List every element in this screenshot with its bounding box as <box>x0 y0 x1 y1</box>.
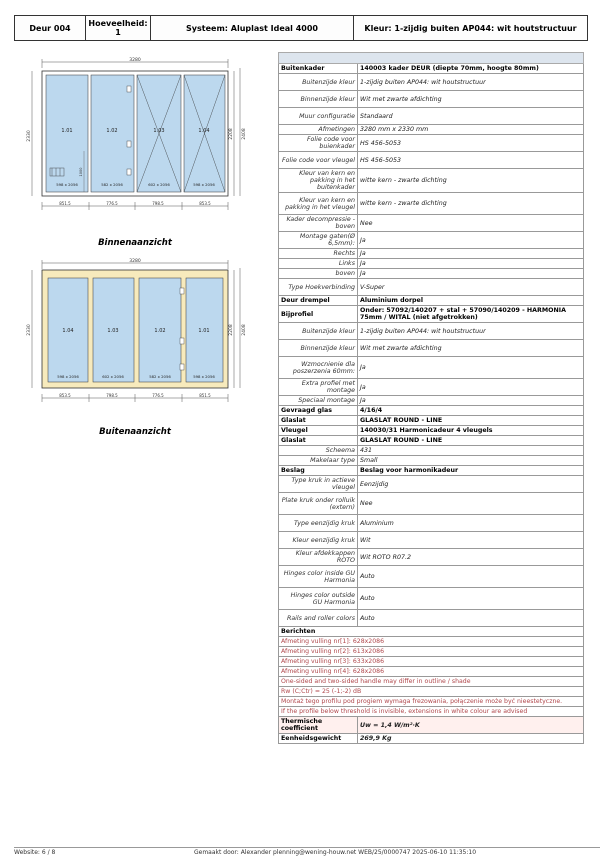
message-row <box>279 677 584 687</box>
spec-messages <box>279 637 584 717</box>
spec-row <box>279 379 584 396</box>
spec-row <box>279 74 584 91</box>
spec-value: HS 456-5053 <box>358 135 584 152</box>
spec-value: 1-zijdig buiten AP044: wit houtstructuur <box>358 74 584 91</box>
spec-label: Binnenzijde kleur <box>279 91 358 108</box>
spec-label: Hinges color inside GU Harmonia <box>279 566 358 588</box>
spec-row <box>279 135 584 152</box>
spec-group-bijprofiel <box>279 323 584 406</box>
spec-row-buitenkader: Buitenkader 140003 kader DEUR (diepte 70mm, hoogte 80mm) <box>279 64 584 74</box>
message-text: Afmeting vulling nr[3]: 633x2086 <box>279 657 584 667</box>
spec-value: witte kern - zwarte dichting <box>358 193 584 215</box>
spec-row <box>279 566 584 588</box>
message-text: Rw (C;Ctr) = 25 (-1;-2) dB <box>279 687 584 697</box>
inner-view-drawing <box>20 56 250 216</box>
spec-row <box>279 215 584 232</box>
spec-row-glaslat-1: Glaslat GLASLAT ROUND - LINE <box>279 416 584 426</box>
inner-panel-label-3: 1.03 <box>153 128 165 134</box>
message-row <box>279 657 584 667</box>
spec-value: Wit met zwarte afdichting <box>358 340 584 357</box>
outer-sash-dim-3: 582 x 2056 <box>149 374 171 379</box>
spec-label: Folie code voor vleugel <box>279 152 358 169</box>
inner-panel-label-4: 1.04 <box>198 128 210 134</box>
message-text: Afmeting vulling nr[4]: 628x2086 <box>279 667 584 677</box>
inner-height-right2: 2408 <box>242 128 247 140</box>
quantity-value: 1 <box>115 28 121 37</box>
inner-view-caption: Binnenaanzicht <box>98 238 172 248</box>
handle-icon <box>180 338 184 344</box>
outer-bottom-dim-3: 776.5 <box>152 393 164 398</box>
system-name: Systeem: Aluplast Ideal 4000 <box>151 16 354 40</box>
spec-row <box>279 532 584 549</box>
inner-bottom-dim-2: 776.5 <box>106 201 118 206</box>
message-text: Afmeting vulling nr[2]: 613x2086 <box>279 647 584 657</box>
inner-sash-dim-4: 598 x 2056 <box>193 182 215 187</box>
spec-label: Type eenzijdig kruk <box>279 515 358 532</box>
spec-label: Buitenzijde kleur <box>279 323 358 340</box>
spec-row <box>279 515 584 532</box>
inner-sash-dim-2: 582 x 2056 <box>101 182 123 187</box>
spec-value: Standaard <box>358 108 584 125</box>
inner-panel-label-2: 1.02 <box>106 128 118 134</box>
outer-view-drawing <box>20 258 250 408</box>
outer-panel-label-2: 1.03 <box>107 328 119 334</box>
quantity-label: Hoeveelheid: <box>88 19 148 28</box>
inner-bottom-dim-1: 851.5 <box>59 201 71 206</box>
spec-label: Kleur eenzijdig kruk <box>279 532 358 549</box>
spec-row <box>279 610 584 627</box>
spec-value: Ja <box>358 259 584 269</box>
handle-icon <box>180 288 184 294</box>
outer-view-caption: Buitenaanzicht <box>99 427 171 437</box>
door-number: Deur 004 <box>15 16 86 40</box>
spec-label: Type kruk in actieve vleugel <box>279 476 358 493</box>
spec-row <box>279 125 584 135</box>
spec-row <box>279 259 584 269</box>
outer-sash-dim-1: 598 x 2056 <box>57 374 79 379</box>
spec-value: Ja <box>358 232 584 249</box>
spec-row-thermal: Thermische coefficient Uw = 1,4 W/m²·K <box>279 717 584 734</box>
outer-height-right2: 2408 <box>242 324 247 336</box>
spec-row <box>279 193 584 215</box>
spec-value: Auto <box>358 588 584 610</box>
spec-value: Wit <box>358 532 584 549</box>
header-bar <box>14 15 588 41</box>
spec-value: 3280 mm x 2330 mm <box>358 125 584 135</box>
spec-row <box>279 91 584 108</box>
outer-height-right1: 2208 <box>229 324 234 336</box>
outer-panel-label-1: 1.04 <box>62 328 74 334</box>
inner-total-width: 3280 <box>129 58 141 63</box>
spec-group-frame <box>279 74 584 296</box>
spec-row <box>279 152 584 169</box>
spec-row-drempel: Deur drempel Aluminium dorpel <box>279 296 584 306</box>
spec-value: 431 <box>358 446 584 456</box>
spec-row <box>279 340 584 357</box>
spec-row <box>279 249 584 259</box>
handle-icon <box>127 141 131 147</box>
spec-group-beslag <box>279 476 584 627</box>
outer-bottom-dim-1: 853.5 <box>59 393 71 398</box>
spec-value: HS 456-5053 <box>358 152 584 169</box>
spec-row <box>279 588 584 610</box>
spec-label: Kleur van kern en pakking in het buitenkader <box>279 169 358 193</box>
spec-value: Ja <box>358 269 584 279</box>
spec-label: Scheema <box>279 446 358 456</box>
spec-row-bijprofiel: Bijprofiel Onder: 57092/140207 + stal + 57090/140209 - HARMONIA 75mm / WITAL (niet afgetrokken) <box>279 306 584 323</box>
spec-value: Ja <box>358 249 584 259</box>
message-row <box>279 707 584 717</box>
spec-value: Ja <box>358 379 584 396</box>
outer-bottom-dim-4: 851.5 <box>199 393 211 398</box>
spec-label: Rechts <box>279 249 358 259</box>
spec-value: Nee <box>358 215 584 232</box>
spec-value: Auto <box>358 610 584 627</box>
spec-row-weight: Eenheidsgewicht 269,9 Kg <box>279 734 584 744</box>
spec-row-glas: Gevraagd glas 4/16/4 <box>279 406 584 416</box>
spec-label: Extra profiel met montage <box>279 379 358 396</box>
spec-value: Nee <box>358 493 584 515</box>
inner-sash-dim-1: 598 x 2056 <box>56 182 78 187</box>
spec-value: Ja <box>358 357 584 379</box>
spec-row <box>279 269 584 279</box>
spec-label: Kleur van kern en pakking in het vleugel <box>279 193 358 215</box>
spec-value: V-Super <box>358 279 584 296</box>
spec-label: Kader decompressie - boven <box>279 215 358 232</box>
inner-bottom-dim-4: 853.5 <box>199 201 211 206</box>
spec-row <box>279 446 584 456</box>
spec-value: Eenzijdig <box>358 476 584 493</box>
spec-label: boven <box>279 269 358 279</box>
spec-value: Small <box>358 456 584 466</box>
spec-label: Makelaar type <box>279 456 358 466</box>
page-footer <box>14 847 600 856</box>
spec-top-bar <box>279 53 584 64</box>
message-row <box>279 697 584 707</box>
spec-value: 1-zijdig buiten AP044: wit houtstructuur <box>358 323 584 340</box>
spec-group-vleugel <box>279 446 584 466</box>
quantity-cell <box>86 16 151 40</box>
spec-value: Auto <box>358 566 584 588</box>
spec-label: Buitenzijde kleur <box>279 74 358 91</box>
spec-label: Plate kruk onder rolluik (extern) <box>279 493 358 515</box>
inner-height-right1: 2208 <box>229 128 234 140</box>
spec-label: Wzmocnienie dla poszerzenia 60mm: <box>279 357 358 379</box>
spec-row <box>279 493 584 515</box>
message-row <box>279 687 584 697</box>
color-name: Kleur: 1-zijdig buiten AP044: wit houtstructuur <box>354 16 587 40</box>
spec-row-glaslat-2: Glaslat GLASLAT ROUND - LINE <box>279 436 584 446</box>
inner-height-left: 2330 <box>27 130 32 142</box>
message-text: If the profile below threshold is invisible, extensions in white colour are advised <box>279 707 584 717</box>
message-text: Afmeting vulling nr[1]: 628x2086 <box>279 637 584 647</box>
handle-icon <box>127 86 131 92</box>
outer-panel-label-3: 1.02 <box>154 328 166 334</box>
spec-row <box>279 323 584 340</box>
spec-row-beslag: Beslag Beslag voor harmonikadeur <box>279 466 584 476</box>
spec-row <box>279 456 584 466</box>
spec-label: Afmetingen <box>279 125 358 135</box>
spec-row <box>279 549 584 566</box>
outer-sash-dim-2: 602 x 2056 <box>102 374 124 379</box>
spec-value: witte kern - zwarte dichting <box>358 169 584 193</box>
outer-bottom-dim-2: 798.5 <box>106 393 118 398</box>
spec-row <box>279 279 584 296</box>
spec-label: Hinges color outside GU Harmonia <box>279 588 358 610</box>
handle-icon <box>127 169 131 175</box>
handle-icon <box>180 364 184 370</box>
footer-author: Gemaakt door: Alexander plenning@wening-houw.net WEB/25/0000747 2025-06-10 11:35:10 <box>194 849 477 856</box>
spec-value: Ja <box>358 396 584 406</box>
spec-label: Folie code voor buienkader <box>279 135 358 152</box>
message-row <box>279 637 584 647</box>
message-row <box>279 667 584 677</box>
message-text: Montaż tego profilu pod progiem wymaga frezowania, połączenie może być nieestetyczne. <box>279 697 584 707</box>
outer-sash-dim-4: 598 x 2056 <box>193 374 215 379</box>
spec-row-berichten: Berichten <box>279 627 584 637</box>
spec-row <box>279 357 584 379</box>
message-row <box>279 647 584 657</box>
message-text: One-sided and two-sided handle may differ in outline / shade <box>279 677 584 687</box>
spec-row-vleugel: Vleugel 140030/31 Harmonicadeur 4 vleugels <box>279 426 584 436</box>
footer-page: Website: 6 / 8 <box>14 849 56 856</box>
spec-table <box>278 52 584 744</box>
outer-height-left: 2330 <box>27 324 32 336</box>
inner-sash-dim-3: 602 x 2056 <box>148 182 170 187</box>
spec-label: Kleur afdekkappen ROTO <box>279 549 358 566</box>
spec-label: Type Hoekverbinding <box>279 279 358 296</box>
inner-panel-label-1: 1.01 <box>61 128 73 134</box>
spec-row <box>279 396 584 406</box>
spec-row <box>279 169 584 193</box>
inner-sub-height: 1000 <box>79 167 83 177</box>
outer-total-width: 3280 <box>129 259 141 264</box>
spec-row <box>279 108 584 125</box>
spec-value: Aluminium <box>358 515 584 532</box>
spec-label: Montage gaten(Ø 6,5mm): <box>279 232 358 249</box>
spec-label: Speciaal montage <box>279 396 358 406</box>
spec-label: Muur configuratie <box>279 108 358 125</box>
spec-row <box>279 232 584 249</box>
spec-value: Wit met zwarte afdichting <box>358 91 584 108</box>
spec-row <box>279 476 584 493</box>
spec-value: Wit ROTO R07.2 <box>358 549 584 566</box>
inner-bottom-dim-3: 798.5 <box>152 201 164 206</box>
outer-panel-label-4: 1.01 <box>198 328 210 334</box>
spec-label: Binnenzijde kleur <box>279 340 358 357</box>
spec-label: Links <box>279 259 358 269</box>
spec-label: Rails and roller colors <box>279 610 358 627</box>
